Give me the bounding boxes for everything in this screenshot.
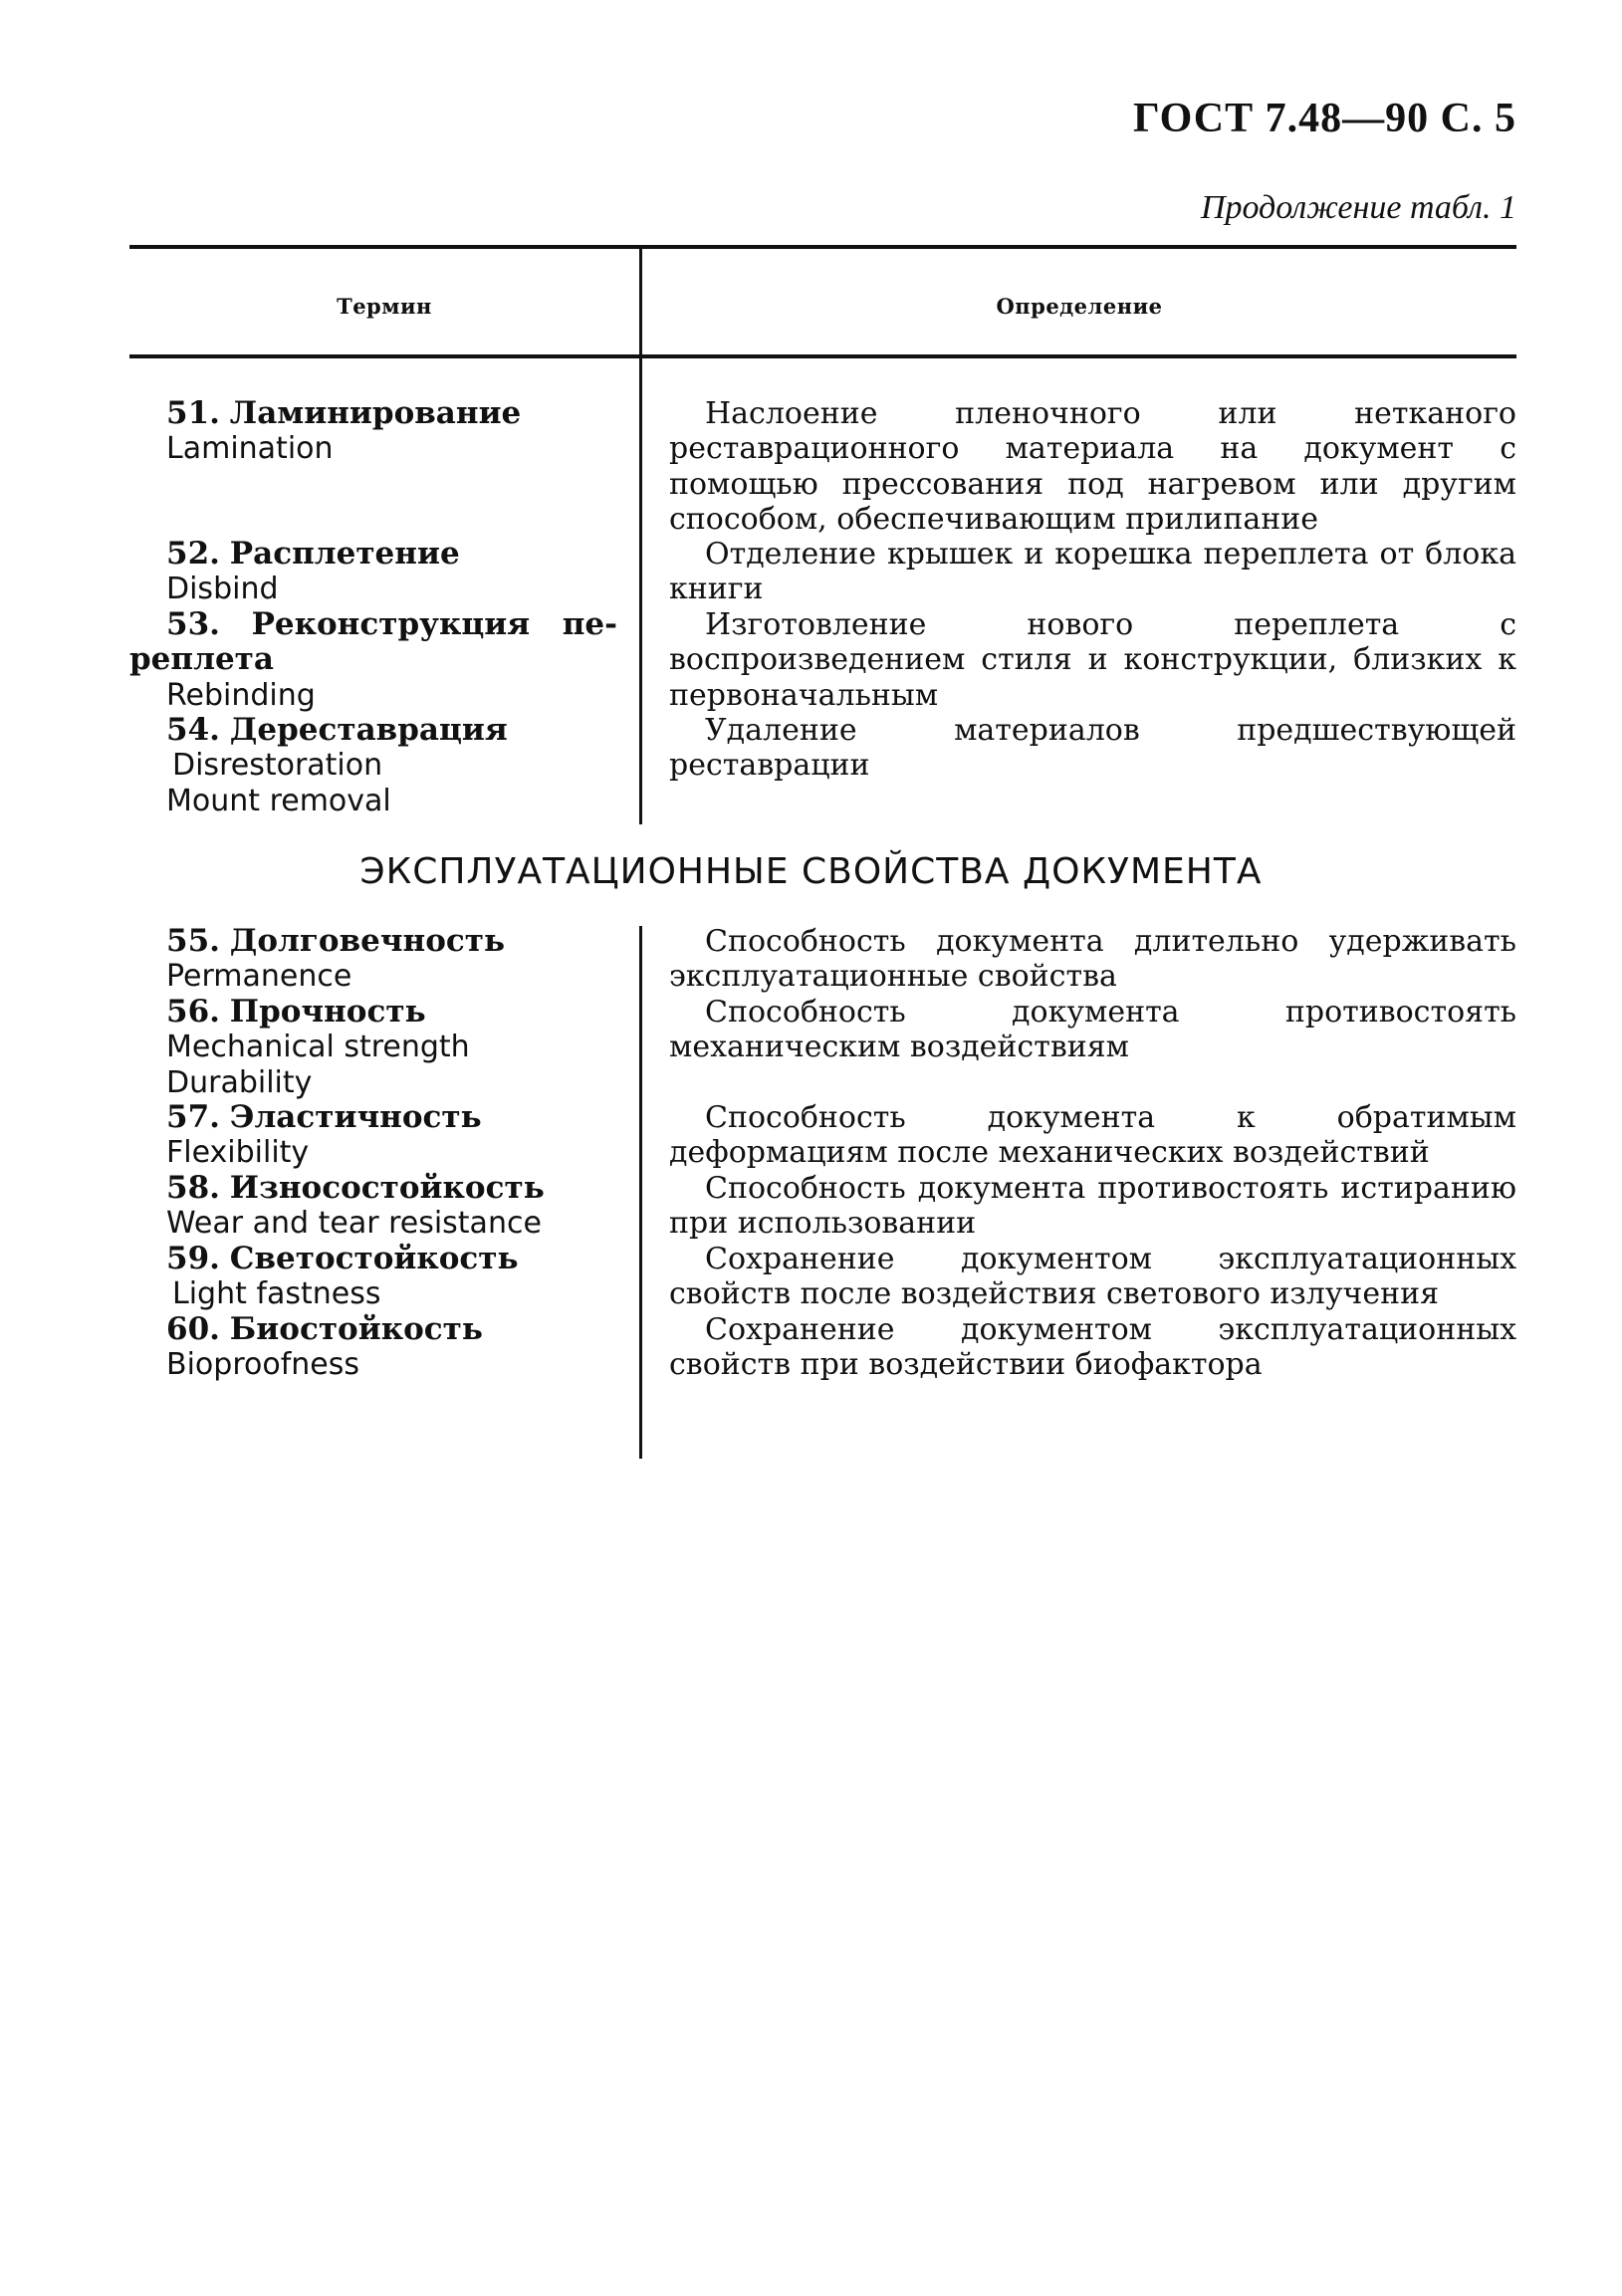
- term-ru: Биостойкость: [229, 1311, 483, 1347]
- term-ru: Долговечность: [229, 923, 506, 959]
- term-ru-continued: реплета: [129, 641, 274, 678]
- term-en: Disbind: [166, 572, 279, 607]
- term-number: 60.: [166, 1311, 220, 1347]
- column-header-definition: Определение: [996, 294, 1163, 319]
- term-number: 55.: [166, 923, 220, 959]
- term-en: Permanence: [166, 959, 352, 995]
- term-ru: Светостойкость: [229, 1241, 519, 1276]
- term-number: 59.: [166, 1241, 220, 1276]
- term-number: 57.: [166, 1099, 220, 1135]
- term-number: 56.: [166, 994, 220, 1030]
- definition-57: Способность документа к обратимым деформациям после механических воздействий: [669, 1100, 1516, 1171]
- definition-51: Наслоение пленочного или нетканого реставрационного материала на документ с помощью прессования под нагревом или другим способом, обеспечивающим прилипание: [669, 396, 1516, 537]
- term-ru: Прочность: [229, 994, 426, 1030]
- term-ru: Износостойкость: [229, 1170, 545, 1206]
- term-en: Flexibility: [166, 1135, 310, 1171]
- term-number: 54.: [166, 712, 220, 748]
- term-en: Mechanical strength: [166, 1030, 470, 1065]
- page-header: ГОСТ 7.48—90 С. 5: [1132, 96, 1516, 141]
- term-ru: Ламинирование: [229, 395, 522, 431]
- term-entry-56: [129, 995, 617, 1100]
- term-entry-55: [129, 924, 617, 995]
- column-header-term: Термин: [337, 294, 432, 319]
- term-en: Bioproofness: [166, 1347, 359, 1383]
- term-number: 51.: [166, 395, 220, 431]
- definition-52: Отделение крышек и корешка переплета от блока книги: [669, 537, 1516, 607]
- term-number: 52.: [166, 536, 220, 572]
- term-en: Disrestoration: [172, 748, 383, 784]
- term-en: Rebinding: [166, 677, 316, 713]
- term-ru: Расплетение: [229, 536, 460, 572]
- term-entry-53: [129, 607, 617, 713]
- definition-60: Сохранение документом эксплуатационных свойств при воздействии биофактора: [669, 1312, 1516, 1383]
- definition-55: Способность документа длительно удерживать эксплуатационные свойства: [669, 924, 1516, 995]
- term-en: Durability: [166, 1064, 313, 1100]
- term-entry-58: [129, 1171, 617, 1242]
- term-entry-59: [129, 1242, 617, 1312]
- term-ru: Эластичность: [229, 1099, 482, 1135]
- term-entry-60: [129, 1312, 617, 1383]
- term-entry-51: [129, 396, 617, 467]
- definition-59: Сохранение документом эксплуатационных свойств после воздействия светового излучения: [669, 1242, 1516, 1312]
- definition-53: Изготовление нового переплета с воспроизведением стиля и конструкции, близких к первоначальным: [669, 607, 1516, 713]
- term-ru: Дереставрация: [229, 712, 508, 748]
- table-continuation-label: Продолжение табл. 1: [1200, 189, 1516, 226]
- definition-54: Удаление материалов предшествующей реставрации: [669, 713, 1516, 784]
- definition-58: Способность документа противостоять истиранию при использовании: [669, 1171, 1516, 1242]
- term-en: Lamination: [166, 431, 334, 467]
- definition-56: Способность документа противостоять механическим воздействиям: [669, 995, 1516, 1065]
- term-en: Mount removal: [166, 783, 391, 818]
- column-divider: [639, 926, 642, 1459]
- term-en: Wear and tear resistance: [166, 1206, 542, 1242]
- term-entry-57: [129, 1100, 617, 1171]
- term-number: 58.: [166, 1170, 220, 1206]
- term-entry-54: [129, 713, 617, 818]
- column-divider: [639, 247, 642, 824]
- section-title: ЭКСПЛУАТАЦИОННЫЕ СВОЙСТВА ДОКУМЕНТА: [359, 851, 1263, 892]
- term-en: Light fastness: [172, 1276, 381, 1312]
- term-number: 53.: [166, 606, 220, 642]
- table-top-rule: [129, 245, 1516, 249]
- term-ru: Реконструкция пе-: [251, 606, 617, 642]
- table-header-rule: [129, 354, 1516, 358]
- term-entry-52: [129, 537, 617, 607]
